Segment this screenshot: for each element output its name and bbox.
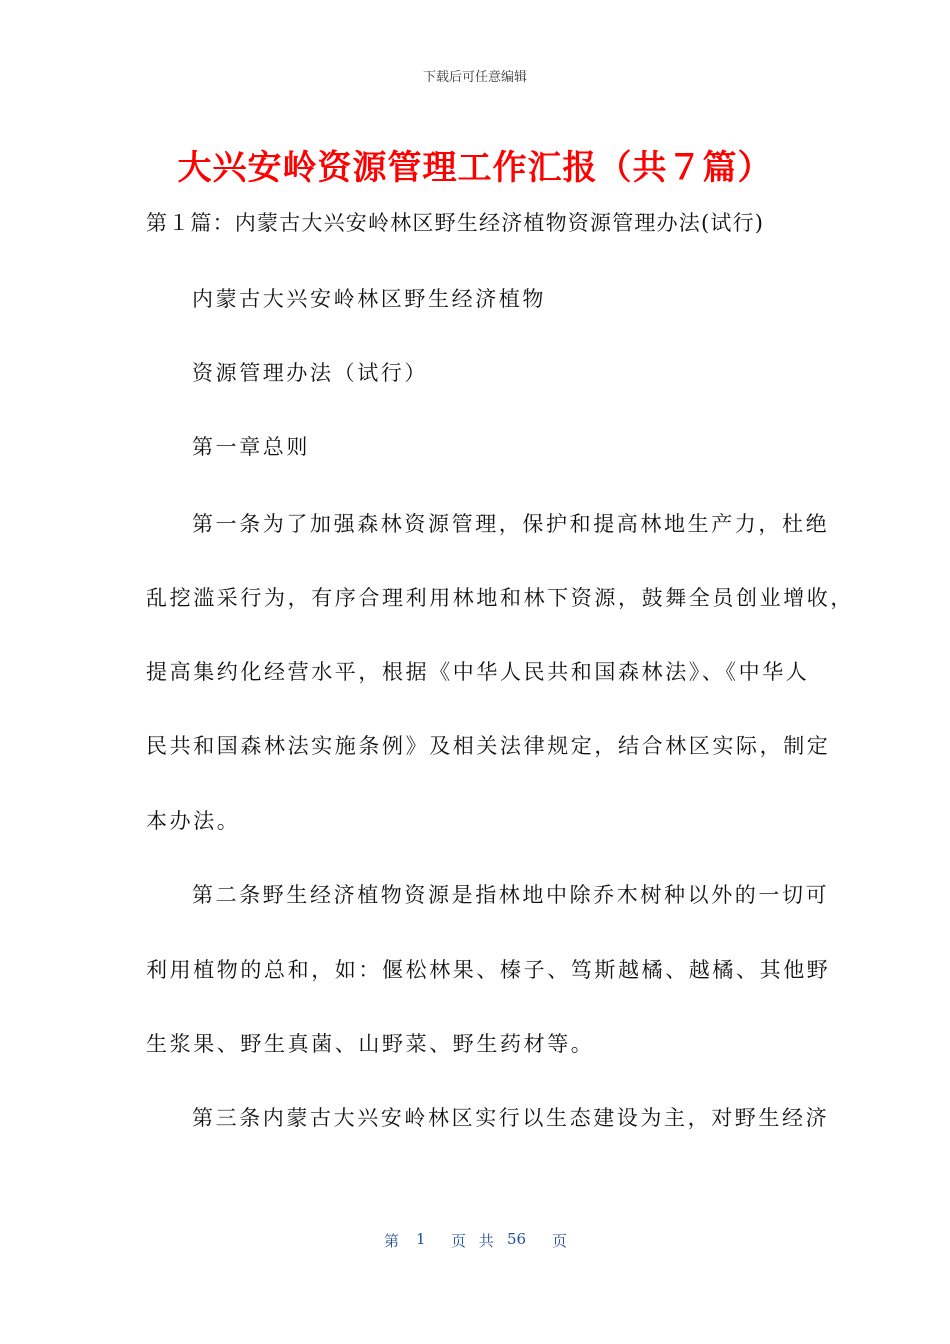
paragraph-line: 提高集约化经营水平，根据《中华人民共和国森林法》、《中华人 xyxy=(146,660,810,684)
footer-prefix: 第 xyxy=(384,1232,400,1250)
document-title: 大兴安岭资源管理工作汇报（共７篇） xyxy=(177,148,773,188)
page-footer xyxy=(0,1230,950,1252)
paragraph-line: 本办法。 xyxy=(146,809,241,833)
total-pages-number: 56 xyxy=(507,1230,527,1248)
current-page-number: 1 xyxy=(416,1230,426,1248)
paragraph-line: 民共和国森林法实施条例》及相关法律规定，结合林区实际，制定 xyxy=(146,734,831,758)
paragraph-line: 第一条为了加强森林资源管理，保护和提高林地生产力，杜绝 xyxy=(192,512,830,536)
paragraph-line: 第二条野生经济植物资源是指林地中除乔木树种以外的一切可 xyxy=(192,883,830,907)
footer-suffix: 页 xyxy=(552,1232,568,1250)
paragraph-line: 内蒙古大兴安岭林区野生经济植物 xyxy=(192,287,546,311)
paragraph-line: 生浆果、野生真菌、山野菜、野生药材等。 xyxy=(146,1032,595,1056)
footer-mid: 页 共 xyxy=(451,1232,498,1250)
paragraph-line: 利用植物的总和，如：偃松林果、榛子、笃斯越橘、越橘、其他野 xyxy=(146,958,831,982)
section-heading: 第一章总则 xyxy=(192,435,310,459)
paragraph-line: 第三条内蒙古大兴安岭林区实行以生态建设为主，对野生经济 xyxy=(192,1106,830,1130)
paragraph-line: 乱挖滥采行为，有序合理利用林地和林下资源，鼓舞全员创业增收， xyxy=(146,586,854,610)
chapter-heading: 第１篇：内蒙古大兴安岭林区野生经济植物资源管理办法(试行) xyxy=(146,211,765,235)
header-note: 下载后可任意编辑 xyxy=(422,70,527,85)
paragraph-line: 资源管理办法（试行） xyxy=(192,361,428,385)
